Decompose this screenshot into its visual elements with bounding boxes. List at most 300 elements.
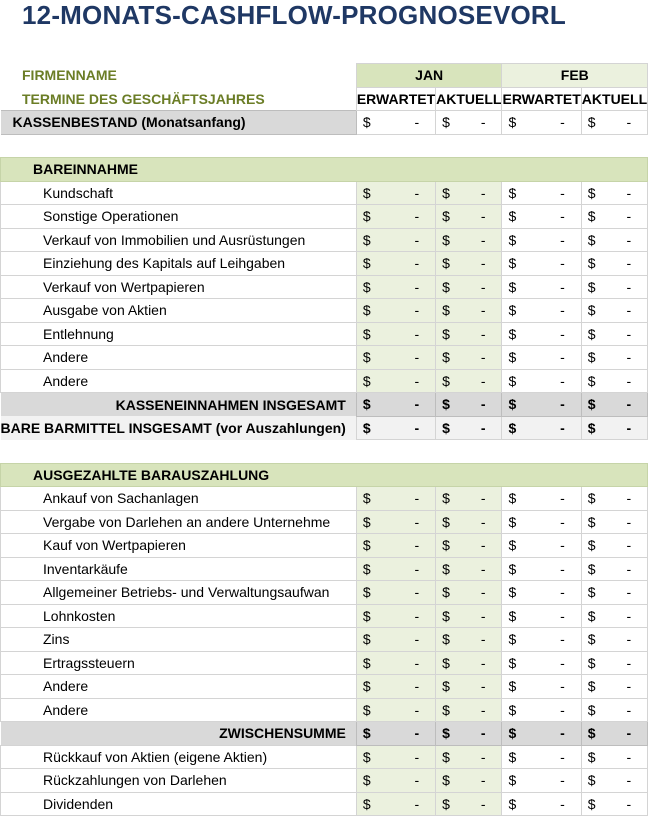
cell-value: - — [560, 372, 565, 389]
receipt-item-row — [1, 346, 648, 370]
payout-item-row — [1, 792, 648, 816]
receipt-item-row — [1, 181, 648, 205]
currency-symbol: $ — [442, 772, 450, 789]
payout-item-label: Inventarkäufe — [1, 557, 357, 581]
receipt-item-label: Kundschaft — [1, 181, 357, 205]
cell-value: - — [626, 302, 632, 319]
payout-item-label: Rückzahlungen von Darlehen — [1, 769, 357, 793]
cell-value: - — [480, 537, 486, 554]
currency-symbol: $ — [508, 372, 517, 389]
cell-value: - — [560, 607, 565, 624]
currency-symbol: $ — [442, 208, 450, 225]
total-cash-available-jan-act-cell[interactable] — [436, 416, 502, 440]
cell-value: - — [414, 678, 420, 695]
spacer-row — [1, 440, 648, 464]
cell-value: - — [480, 701, 486, 718]
payout-item-feb-exp-cell[interactable] — [502, 557, 581, 581]
cell-value: - — [480, 772, 486, 789]
payout-item-jan-act-cell[interactable] — [436, 604, 502, 628]
payout-item-jan-exp-cell[interactable] — [356, 604, 435, 628]
payout-item-row — [1, 698, 648, 722]
payout-item-label: Vergabe von Darlehen an andere Unternehme — [1, 510, 357, 534]
opening-balance-feb-exp-cell[interactable] — [502, 111, 581, 135]
payout-item-feb-exp-cell[interactable] — [502, 628, 581, 652]
currency-symbol: $ — [508, 748, 517, 765]
payout-item-feb-act-cell[interactable] — [581, 698, 647, 722]
opening-balance-feb-act-cell[interactable] — [581, 111, 647, 135]
receipt-item-feb-exp-cell[interactable] — [502, 275, 581, 299]
cell-value: - — [480, 396, 486, 413]
payout-item-jan-exp-cell[interactable] — [356, 792, 435, 816]
receipt-item-row — [1, 369, 648, 393]
currency-symbol: $ — [508, 725, 517, 742]
receipt-item-feb-act-cell[interactable] — [581, 228, 647, 252]
cell-value: - — [626, 255, 632, 272]
cell-value: - — [626, 725, 632, 742]
payout-subtotal-jan-act-cell[interactable] — [436, 722, 502, 746]
receipt-item-feb-exp-cell[interactable] — [502, 228, 581, 252]
currency-symbol: $ — [362, 678, 371, 695]
cash-paid-out-header: AUSGEZAHLTE BARAUSZAHLUNG — [1, 463, 648, 487]
cell-value: - — [414, 748, 420, 765]
currency-symbol: $ — [508, 537, 517, 554]
receipt-item-jan-exp-cell[interactable] — [356, 228, 435, 252]
receipt-item-jan-exp-cell[interactable] — [356, 346, 435, 370]
currency-symbol: $ — [587, 278, 596, 295]
currency-symbol: $ — [508, 114, 517, 131]
currency-symbol: $ — [587, 537, 596, 554]
currency-symbol: $ — [508, 560, 517, 577]
receipt-item-label: Sonstige Operationen — [1, 205, 357, 229]
cell-value: - — [560, 631, 565, 648]
cell-value: - — [480, 255, 486, 272]
receipt-item-jan-exp-cell[interactable] — [356, 275, 435, 299]
receipt-item-label: Verkauf von Wertpapieren — [1, 275, 357, 299]
cell-value: - — [414, 349, 420, 366]
cell-value: - — [414, 701, 420, 718]
currency-symbol: $ — [587, 631, 596, 648]
receipt-item-feb-exp-cell[interactable] — [502, 252, 581, 276]
receipt-item-feb-act-cell[interactable] — [581, 369, 647, 393]
currency-symbol: $ — [587, 513, 596, 530]
currency-symbol: $ — [362, 654, 371, 671]
payout-item-row — [1, 769, 648, 793]
cell-value: - — [560, 184, 565, 201]
currency-symbol: $ — [442, 795, 450, 812]
currency-symbol: $ — [362, 255, 371, 272]
cell-value: - — [626, 678, 632, 695]
cell-value: - — [414, 631, 420, 648]
payout-item-jan-act-cell[interactable] — [436, 581, 502, 605]
payout-item-jan-exp-cell[interactable] — [356, 698, 435, 722]
currency-symbol: $ — [362, 560, 371, 577]
receipt-item-jan-act-cell[interactable] — [436, 322, 502, 346]
actual-column-header: AKTUELL — [581, 87, 647, 111]
payout-item-jan-exp-cell[interactable] — [356, 675, 435, 699]
currency-symbol: $ — [587, 772, 596, 789]
payout-item-jan-exp-cell[interactable] — [356, 651, 435, 675]
cell-value: - — [626, 795, 632, 812]
cell-value: - — [414, 725, 420, 742]
cell-value: - — [560, 278, 565, 295]
currency-symbol: $ — [442, 537, 450, 554]
currency-symbol: $ — [442, 678, 450, 695]
payout-subtotal-feb-act-cell[interactable] — [581, 722, 647, 746]
payout-item-jan-exp-cell[interactable] — [356, 557, 435, 581]
currency-symbol: $ — [362, 278, 371, 295]
payout-item-feb-act-cell[interactable] — [581, 557, 647, 581]
receipt-item-jan-exp-cell[interactable] — [356, 252, 435, 276]
total-receipts-feb-act-cell[interactable] — [581, 393, 647, 417]
receipt-item-label: Entlehnung — [1, 322, 357, 346]
currency-symbol: $ — [442, 325, 450, 342]
cell-value: - — [626, 490, 632, 507]
currency-symbol: $ — [362, 772, 371, 789]
total-receipts-feb-exp-cell[interactable] — [502, 393, 581, 417]
currency-symbol: $ — [508, 255, 517, 272]
cell-value: - — [560, 349, 565, 366]
currency-symbol: $ — [442, 278, 450, 295]
currency-symbol: $ — [362, 114, 371, 131]
total-receipts-jan-act-cell[interactable] — [436, 393, 502, 417]
receipt-item-row — [1, 252, 648, 276]
currency-symbol: $ — [362, 396, 371, 413]
cell-value: - — [414, 584, 420, 601]
payout-item-jan-exp-cell[interactable] — [356, 628, 435, 652]
payout-item-feb-act-cell[interactable] — [581, 675, 647, 699]
currency-symbol: $ — [442, 748, 450, 765]
currency-symbol: $ — [362, 490, 371, 507]
payout-item-feb-exp-cell[interactable] — [502, 487, 581, 511]
payout-item-feb-exp-cell[interactable] — [502, 604, 581, 628]
payout-item-jan-exp-cell[interactable] — [356, 510, 435, 534]
opening-balance-jan-act-cell[interactable] — [436, 111, 502, 135]
currency-symbol: $ — [587, 584, 596, 601]
currency-symbol: $ — [587, 654, 596, 671]
cell-value: - — [560, 748, 565, 765]
currency-symbol: $ — [587, 208, 596, 225]
currency-symbol: $ — [587, 396, 596, 413]
receipt-item-feb-exp-cell[interactable] — [502, 369, 581, 393]
cell-value: - — [560, 419, 565, 436]
receipt-item-feb-exp-cell[interactable] — [502, 299, 581, 323]
currency-symbol: $ — [587, 419, 596, 436]
currency-symbol: $ — [508, 325, 517, 342]
receipt-item-feb-act-cell[interactable] — [581, 322, 647, 346]
cell-value: - — [414, 114, 420, 131]
payout-item-feb-exp-cell[interactable] — [502, 534, 581, 558]
currency-symbol: $ — [587, 349, 596, 366]
cell-value: - — [414, 184, 420, 201]
currency-symbol: $ — [362, 748, 371, 765]
payout-item-row — [1, 487, 648, 511]
cell-value: - — [626, 631, 632, 648]
currency-symbol: $ — [587, 372, 596, 389]
cell-value: - — [560, 302, 565, 319]
currency-symbol: $ — [587, 560, 596, 577]
cell-value: - — [480, 372, 486, 389]
receipt-item-row — [1, 205, 648, 229]
receipt-item-jan-act-cell[interactable] — [436, 346, 502, 370]
month-header-jan: JAN — [356, 64, 502, 88]
currency-symbol: $ — [362, 419, 371, 436]
cell-value: - — [626, 396, 632, 413]
payout-item-feb-exp-cell[interactable] — [502, 769, 581, 793]
currency-symbol: $ — [442, 231, 450, 248]
currency-symbol: $ — [587, 795, 596, 812]
cell-value: - — [414, 372, 420, 389]
payout-item-feb-act-cell[interactable] — [581, 769, 647, 793]
payout-item-feb-act-cell[interactable] — [581, 651, 647, 675]
payout-item-feb-exp-cell[interactable] — [502, 651, 581, 675]
payout-item-feb-act-cell[interactable] — [581, 792, 647, 816]
cell-value: - — [560, 490, 565, 507]
payout-item-label: Andere — [1, 698, 357, 722]
cell-value: - — [414, 537, 420, 554]
expected-column-header: ERWARTET — [502, 87, 581, 111]
currency-symbol: $ — [587, 325, 596, 342]
payout-item-jan-act-cell[interactable] — [436, 698, 502, 722]
currency-symbol: $ — [508, 584, 517, 601]
currency-symbol: $ — [508, 396, 517, 413]
cell-value: - — [626, 748, 632, 765]
receipt-item-label: Ausgabe von Aktien — [1, 299, 357, 323]
receipt-item-label: Einziehung des Kapitals auf Leihgaben — [1, 252, 357, 276]
cell-value: - — [560, 560, 565, 577]
cell-value: - — [480, 795, 486, 812]
receipt-item-feb-exp-cell[interactable] — [502, 322, 581, 346]
payout-item-jan-act-cell[interactable] — [436, 510, 502, 534]
cell-value: - — [480, 631, 486, 648]
receipt-item-feb-exp-cell[interactable] — [502, 181, 581, 205]
currency-symbol: $ — [442, 490, 450, 507]
payout-item-label: Kauf von Wertpapieren — [1, 534, 357, 558]
receipt-item-jan-act-cell[interactable] — [436, 181, 502, 205]
currency-symbol: $ — [508, 278, 517, 295]
cell-value: - — [626, 278, 632, 295]
payout-item-jan-act-cell[interactable] — [436, 628, 502, 652]
spacer-row — [1, 134, 648, 158]
currency-symbol: $ — [508, 231, 517, 248]
currency-symbol: $ — [362, 208, 371, 225]
cell-value: - — [480, 231, 486, 248]
currency-symbol: $ — [442, 560, 450, 577]
currency-symbol: $ — [362, 325, 371, 342]
currency-symbol: $ — [508, 631, 517, 648]
payout-item-feb-exp-cell[interactable] — [502, 675, 581, 699]
receipt-item-jan-exp-cell[interactable] — [356, 205, 435, 229]
total-receipts-label: KASSENEINNAHMEN INSGESAMT — [1, 393, 357, 417]
total-receipts-jan-exp-cell[interactable] — [356, 393, 435, 417]
currency-symbol: $ — [587, 490, 596, 507]
currency-symbol: $ — [508, 184, 517, 201]
currency-symbol: $ — [442, 255, 450, 272]
cell-value: - — [626, 772, 632, 789]
payout-item-feb-exp-cell[interactable] — [502, 792, 581, 816]
receipt-item-row — [1, 228, 648, 252]
payout-item-jan-act-cell[interactable] — [436, 487, 502, 511]
cell-value: - — [626, 349, 632, 366]
cell-value: - — [480, 513, 486, 530]
payout-item-jan-act-cell[interactable] — [436, 534, 502, 558]
receipt-item-jan-act-cell[interactable] — [436, 252, 502, 276]
payout-subtotal-label: ZWISCHENSUMME — [1, 722, 357, 746]
currency-symbol: $ — [362, 349, 371, 366]
cell-value: - — [560, 537, 565, 554]
payout-subtotal-feb-exp-cell[interactable] — [502, 722, 581, 746]
total-cash-available-feb-exp-cell[interactable] — [502, 416, 581, 440]
receipt-item-jan-exp-cell[interactable] — [356, 181, 435, 205]
currency-symbol: $ — [587, 701, 596, 718]
payout-item-jan-exp-cell[interactable] — [356, 534, 435, 558]
total-receipts-row — [1, 393, 648, 417]
cell-value: - — [626, 607, 632, 624]
currency-symbol: $ — [442, 419, 450, 436]
receipt-item-label: Andere — [1, 346, 357, 370]
cell-value: - — [560, 114, 565, 131]
cell-value: - — [480, 748, 486, 765]
payout-item-row — [1, 745, 648, 769]
payout-item-feb-act-cell[interactable] — [581, 487, 647, 511]
receipt-item-jan-act-cell[interactable] — [436, 299, 502, 323]
cell-value: - — [560, 795, 565, 812]
payout-item-label: Andere — [1, 675, 357, 699]
page-title: 12-MONATS-CASHFLOW-PROGNOSEVORL — [22, 0, 566, 30]
currency-symbol: $ — [508, 302, 517, 319]
payout-item-row — [1, 581, 648, 605]
payout-item-jan-act-cell[interactable] — [436, 769, 502, 793]
payout-item-jan-exp-cell[interactable] — [356, 581, 435, 605]
receipt-item-jan-act-cell[interactable] — [436, 275, 502, 299]
payout-item-feb-act-cell[interactable] — [581, 581, 647, 605]
cell-value: - — [414, 490, 420, 507]
currency-symbol: $ — [508, 419, 517, 436]
payout-item-jan-exp-cell[interactable] — [356, 745, 435, 769]
receipt-item-feb-act-cell[interactable] — [581, 205, 647, 229]
receipt-item-jan-exp-cell[interactable] — [356, 299, 435, 323]
cell-value: - — [560, 255, 565, 272]
currency-symbol: $ — [587, 725, 596, 742]
payout-item-label: Ertragssteuern — [1, 651, 357, 675]
total-cash-available-feb-act-cell[interactable] — [581, 416, 647, 440]
payout-item-jan-exp-cell[interactable] — [356, 487, 435, 511]
payout-item-feb-act-cell[interactable] — [581, 745, 647, 769]
payout-item-jan-act-cell[interactable] — [436, 557, 502, 581]
cell-value: - — [626, 701, 632, 718]
receipt-item-feb-act-cell[interactable] — [581, 299, 647, 323]
currency-symbol: $ — [362, 631, 371, 648]
payout-item-jan-act-cell[interactable] — [436, 675, 502, 699]
receipt-item-feb-act-cell[interactable] — [581, 346, 647, 370]
cell-value: - — [626, 419, 632, 436]
cell-value: - — [626, 184, 632, 201]
receipt-item-label: Andere — [1, 369, 357, 393]
currency-symbol: $ — [508, 349, 517, 366]
cell-value: - — [414, 419, 420, 436]
currency-symbol: $ — [362, 701, 371, 718]
payout-subtotal-jan-exp-cell[interactable] — [356, 722, 435, 746]
receipt-item-jan-act-cell[interactable] — [436, 369, 502, 393]
currency-symbol: $ — [587, 255, 596, 272]
receipt-item-feb-act-cell[interactable] — [581, 275, 647, 299]
cell-value: - — [560, 654, 565, 671]
receipt-item-feb-exp-cell[interactable] — [502, 205, 581, 229]
payout-item-jan-act-cell[interactable] — [436, 745, 502, 769]
payout-item-label: Zins — [1, 628, 357, 652]
payout-item-feb-exp-cell[interactable] — [502, 745, 581, 769]
cell-value: - — [480, 490, 486, 507]
opening-balance-jan-exp-cell[interactable] — [356, 111, 435, 135]
payout-item-row — [1, 534, 648, 558]
payout-item-feb-exp-cell[interactable] — [502, 698, 581, 722]
payout-item-label: Allgemeiner Betriebs- und Verwaltungsaufwan — [1, 581, 357, 605]
cell-value: - — [414, 795, 420, 812]
currency-symbol: $ — [442, 631, 450, 648]
receipt-item-feb-exp-cell[interactable] — [502, 346, 581, 370]
receipt-item-jan-act-cell[interactable] — [436, 205, 502, 229]
header-spacer — [1, 64, 357, 88]
receipt-item-jan-act-cell[interactable] — [436, 228, 502, 252]
currency-symbol: $ — [587, 748, 596, 765]
currency-symbol: $ — [442, 725, 450, 742]
fiscal-dates-label: TERMINE DES GESCHÄFTSJAHRES — [22, 91, 265, 107]
receipt-item-jan-exp-cell[interactable] — [356, 369, 435, 393]
cell-value: - — [414, 325, 420, 342]
currency-symbol: $ — [587, 184, 596, 201]
currency-symbol: $ — [442, 349, 450, 366]
cell-value: - — [480, 114, 486, 131]
cell-value: - — [626, 114, 632, 131]
cell-value: - — [560, 584, 565, 601]
payout-item-row — [1, 675, 648, 699]
payout-subtotal-row — [1, 722, 648, 746]
payout-item-jan-act-cell[interactable] — [436, 651, 502, 675]
receipt-item-row — [1, 275, 648, 299]
total-cash-available-jan-exp-cell[interactable] — [356, 416, 435, 440]
payout-item-feb-act-cell[interactable] — [581, 510, 647, 534]
cell-value: - — [414, 560, 420, 577]
total-cash-available-label: BARE BARMITTEL INSGESAMT (vor Auszahlungen) — [1, 416, 357, 440]
currency-symbol: $ — [442, 184, 450, 201]
payout-item-label: Lohnkosten — [1, 604, 357, 628]
payout-item-feb-act-cell[interactable] — [581, 604, 647, 628]
payout-item-jan-exp-cell[interactable] — [356, 769, 435, 793]
currency-symbol: $ — [442, 584, 450, 601]
cell-value: - — [480, 349, 486, 366]
cell-value: - — [414, 278, 420, 295]
currency-symbol: $ — [362, 584, 371, 601]
company-name-label: FIRMENNAME — [22, 67, 117, 83]
currency-symbol: $ — [362, 302, 371, 319]
currency-symbol: $ — [442, 302, 450, 319]
receipt-item-jan-exp-cell[interactable] — [356, 322, 435, 346]
payout-item-feb-exp-cell[interactable] — [502, 581, 581, 605]
cell-value: - — [480, 302, 486, 319]
payout-item-feb-exp-cell[interactable] — [502, 510, 581, 534]
cash-paid-out-header-row — [1, 463, 648, 487]
payout-item-feb-act-cell[interactable] — [581, 628, 647, 652]
payout-item-feb-act-cell[interactable] — [581, 534, 647, 558]
cell-value: - — [480, 184, 486, 201]
cell-value: - — [414, 255, 420, 272]
cell-value: - — [560, 231, 565, 248]
receipt-item-feb-act-cell[interactable] — [581, 252, 647, 276]
cell-value: - — [414, 654, 420, 671]
receipt-item-feb-act-cell[interactable] — [581, 181, 647, 205]
payout-item-row — [1, 604, 648, 628]
payout-item-jan-act-cell[interactable] — [436, 792, 502, 816]
currency-symbol: $ — [508, 490, 517, 507]
